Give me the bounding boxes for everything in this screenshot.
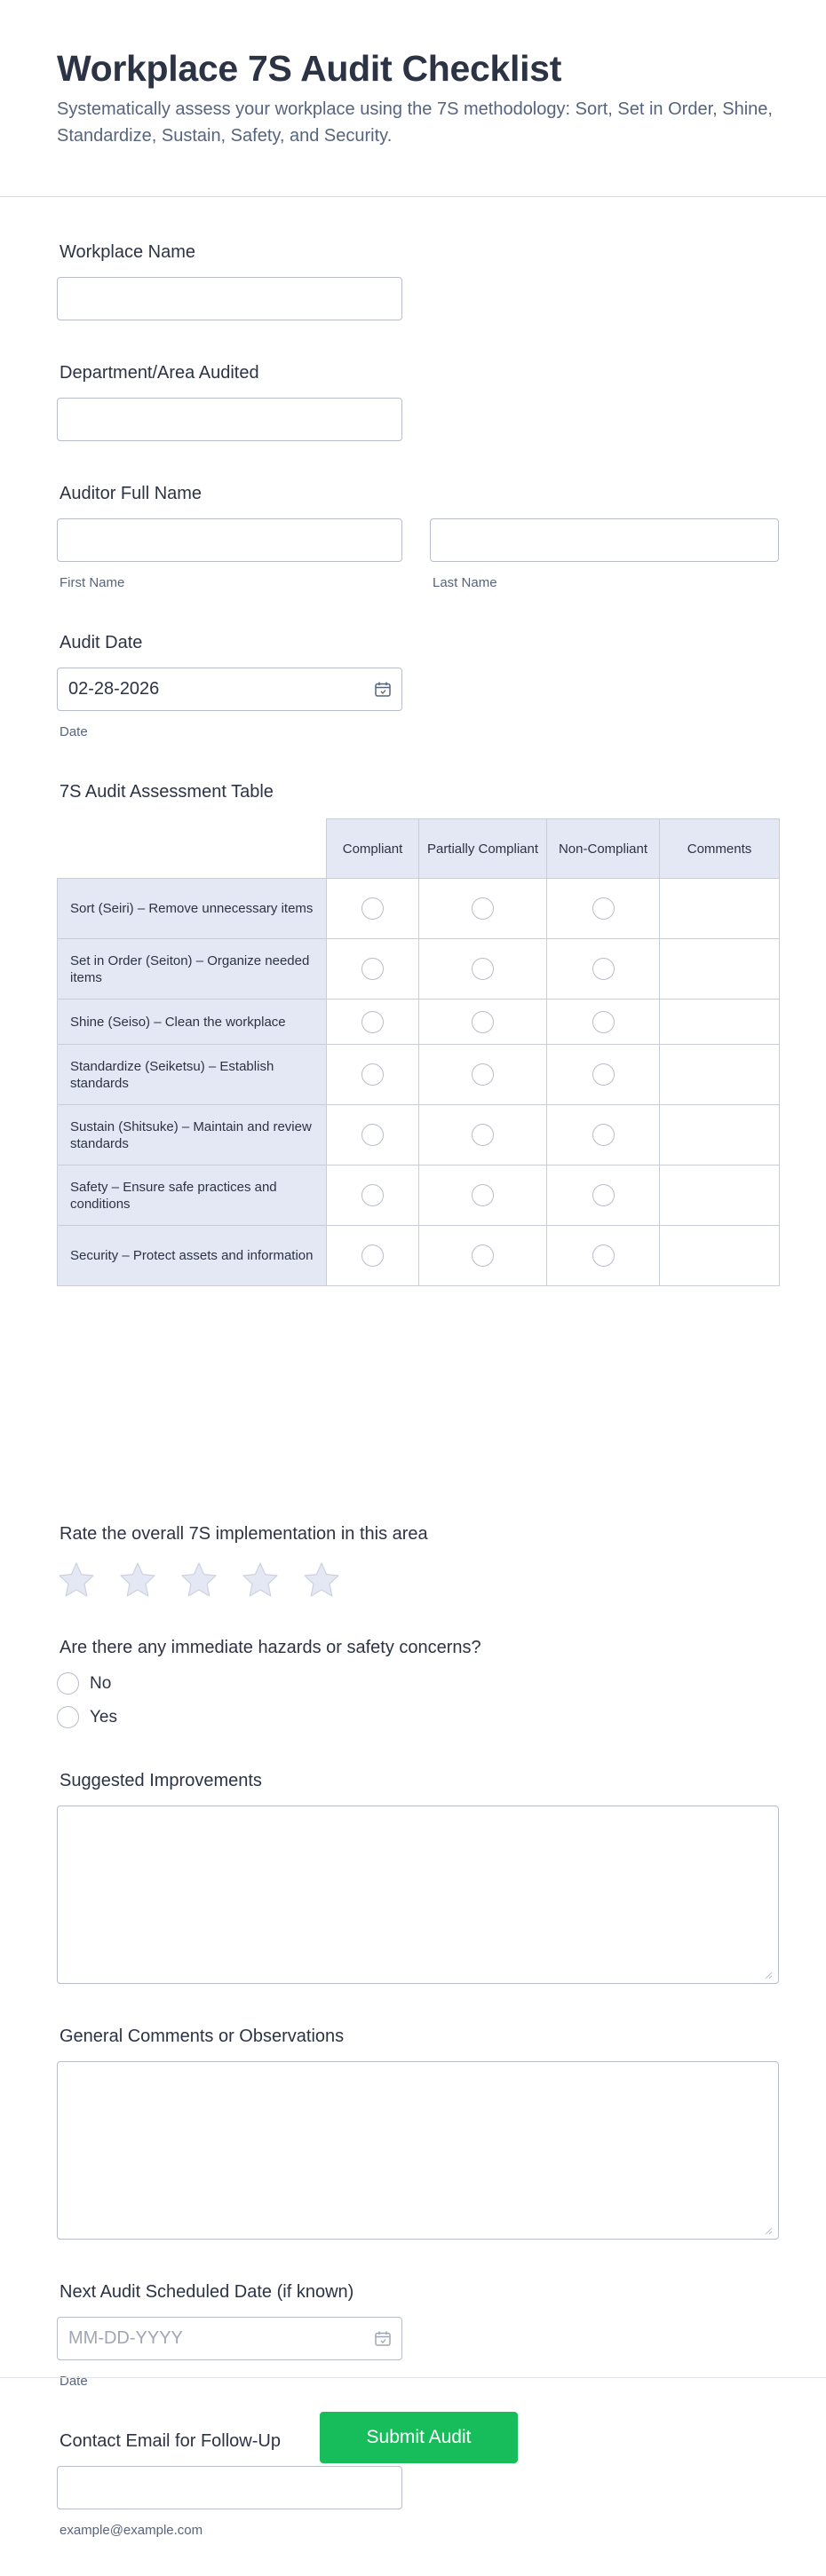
radio-compliant[interactable] [361, 1184, 384, 1206]
audit-date-label: Audit Date [60, 633, 143, 652]
cell-partial [419, 879, 547, 939]
table-row [58, 1166, 780, 1226]
radio-partial[interactable] [472, 958, 494, 980]
cell-non-compliant [547, 939, 660, 1000]
cell-non-compliant [547, 1105, 660, 1166]
hazard-option-no[interactable] [57, 1672, 111, 1695]
improvements-label: Suggested Improvements [60, 1771, 262, 1790]
table-row [58, 879, 780, 939]
contact-email-sublabel: example@example.com [60, 2523, 203, 2538]
column-header-non-compliant: Non-Compliant [547, 819, 660, 879]
cell-comments[interactable] [660, 939, 780, 1000]
cell-partial [419, 1105, 547, 1166]
workplace-name-label: Workplace Name [60, 242, 196, 262]
assessment-table-label: 7S Audit Assessment Table [60, 782, 274, 802]
department-input[interactable] [57, 398, 402, 441]
radio-yes[interactable] [57, 1706, 79, 1728]
row-label: Security – Protect assets and information [58, 1226, 327, 1286]
auditor-field [57, 481, 202, 506]
cell-compliant [327, 1166, 419, 1226]
cell-comments[interactable] [660, 1105, 780, 1166]
radio-partial[interactable] [472, 1245, 494, 1267]
cell-partial [419, 1226, 547, 1286]
table-header-row [58, 819, 780, 879]
rating-label: Rate the overall 7S implementation in this area [60, 1524, 428, 1544]
table-row [58, 939, 780, 1000]
row-label: Standardize (Seiketsu) – Establish standards [58, 1045, 327, 1105]
hazard-option-yes[interactable] [57, 1706, 117, 1728]
table-row [58, 1000, 780, 1045]
cell-partial [419, 1166, 547, 1226]
audit-date-input[interactable] [57, 668, 402, 711]
comments-field [57, 2024, 344, 2049]
improvements-field [57, 1768, 262, 1793]
cell-comments[interactable] [660, 1000, 780, 1045]
star-icon[interactable] [241, 1561, 280, 1600]
cell-compliant [327, 1105, 419, 1166]
next-audit-field [57, 2280, 353, 2304]
radio-no-label: No [90, 1673, 112, 1693]
radio-non-compliant[interactable] [592, 1245, 615, 1267]
audit-date-value: 02-28-2026 [68, 679, 160, 699]
cell-partial [419, 1000, 547, 1045]
cell-comments[interactable] [660, 1045, 780, 1105]
form-title: Workplace 7S Audit Checklist [57, 48, 562, 89]
last-name-sublabel: Last Name [433, 575, 497, 590]
cell-compliant [327, 1000, 419, 1045]
assessment-table [57, 818, 779, 1286]
cell-compliant [327, 879, 419, 939]
submit-button[interactable]: Submit Audit [320, 2412, 518, 2463]
column-header-partial: Partially Compliant [419, 819, 547, 879]
row-label: Set in Order (Seiton) – Organize needed items [58, 939, 327, 1000]
row-label: Sustain (Shitsuke) – Maintain and review standards [58, 1105, 327, 1166]
next-audit-sublabel: Date [60, 2374, 88, 2389]
form-body [0, 197, 826, 2576]
star-icon[interactable] [302, 1561, 341, 1600]
hazards-label: Are there any immediate hazards or safety concerns? [60, 1638, 481, 1657]
radio-compliant[interactable] [361, 958, 384, 980]
cell-non-compliant [547, 1166, 660, 1226]
first-name-sublabel: First Name [60, 575, 125, 590]
cell-comments[interactable] [660, 879, 780, 939]
rating-field [57, 1521, 428, 1546]
radio-compliant[interactable] [361, 1063, 384, 1086]
table-row [58, 1105, 780, 1166]
radio-partial[interactable] [472, 1063, 494, 1086]
table-row [58, 1045, 780, 1105]
radio-compliant[interactable] [361, 1011, 384, 1033]
audit-date-field [57, 630, 142, 655]
department-field [57, 360, 259, 385]
resize-grip-icon[interactable] [764, 2226, 773, 2235]
cell-non-compliant [547, 1000, 660, 1045]
row-label: Safety – Ensure safe practices and conditions [58, 1166, 327, 1226]
cell-compliant [327, 1045, 419, 1105]
cell-non-compliant [547, 1045, 660, 1105]
contact-email-label: Contact Email for Follow-Up [60, 2431, 281, 2451]
star-icon[interactable] [118, 1561, 157, 1600]
hazards-field [57, 1635, 481, 1660]
comments-textarea[interactable] [57, 2061, 779, 2240]
calendar-icon[interactable] [375, 2331, 391, 2346]
cell-comments[interactable] [660, 1166, 780, 1226]
cell-partial [419, 1045, 547, 1105]
radio-compliant[interactable] [361, 897, 384, 920]
radio-compliant[interactable] [361, 1245, 384, 1267]
workplace-name-field [57, 240, 195, 265]
radio-non-compliant[interactable] [592, 1184, 615, 1206]
radio-yes-label: Yes [90, 1707, 117, 1727]
radio-partial[interactable] [472, 1184, 494, 1206]
next-audit-placeholder: MM-DD-YYYY [68, 2328, 183, 2348]
auditor-label: Auditor Full Name [60, 484, 203, 503]
form-header [0, 0, 826, 197]
table-row [58, 1226, 780, 1286]
form-footer [0, 2377, 826, 2505]
radio-compliant[interactable] [361, 1124, 384, 1146]
next-audit-input[interactable] [57, 2317, 402, 2360]
radio-partial[interactable] [472, 897, 494, 920]
radio-no[interactable] [57, 1672, 79, 1695]
star-icon[interactable] [179, 1561, 218, 1600]
column-header-compliant: Compliant [327, 819, 419, 879]
workplace-name-input[interactable] [57, 277, 402, 320]
radio-non-compliant[interactable] [592, 1063, 615, 1086]
cell-compliant [327, 939, 419, 1000]
star-rating [57, 1561, 363, 1600]
calendar-icon[interactable] [375, 682, 391, 697]
radio-non-compliant[interactable] [592, 1011, 615, 1033]
column-header-comments: Comments [660, 819, 780, 879]
star-icon[interactable] [57, 1561, 96, 1600]
row-label: Shine (Seiso) – Clean the workplace [58, 1000, 327, 1045]
radio-partial[interactable] [472, 1011, 494, 1033]
radio-non-compliant[interactable] [592, 958, 615, 980]
assessment-table-field [57, 779, 274, 804]
last-name-input[interactable] [430, 518, 779, 562]
first-name-input[interactable] [57, 518, 402, 562]
cell-non-compliant [547, 879, 660, 939]
form-subtitle: Systematically assess your workplace using the 7S methodology: Sort, Set in Order, Shine, Standardize, Sustain, Safety, and Security. [57, 99, 773, 146]
comments-label: General Comments or Observations [60, 2027, 345, 2046]
improvements-textarea[interactable] [57, 1806, 779, 1984]
radio-non-compliant[interactable] [592, 897, 615, 920]
cell-compliant [327, 1226, 419, 1286]
table-corner [58, 819, 327, 879]
radio-non-compliant[interactable] [592, 1124, 615, 1146]
cell-comments[interactable] [660, 1226, 780, 1286]
row-label: Sort (Seiri) – Remove unnecessary items [58, 879, 327, 939]
radio-partial[interactable] [472, 1124, 494, 1146]
cell-partial [419, 939, 547, 1000]
audit-date-sublabel: Date [60, 724, 88, 739]
next-audit-label: Next Audit Scheduled Date (if known) [60, 2282, 354, 2302]
cell-non-compliant [547, 1226, 660, 1286]
department-label: Department/Area Audited [60, 363, 259, 383]
resize-grip-icon[interactable] [764, 1971, 773, 1979]
